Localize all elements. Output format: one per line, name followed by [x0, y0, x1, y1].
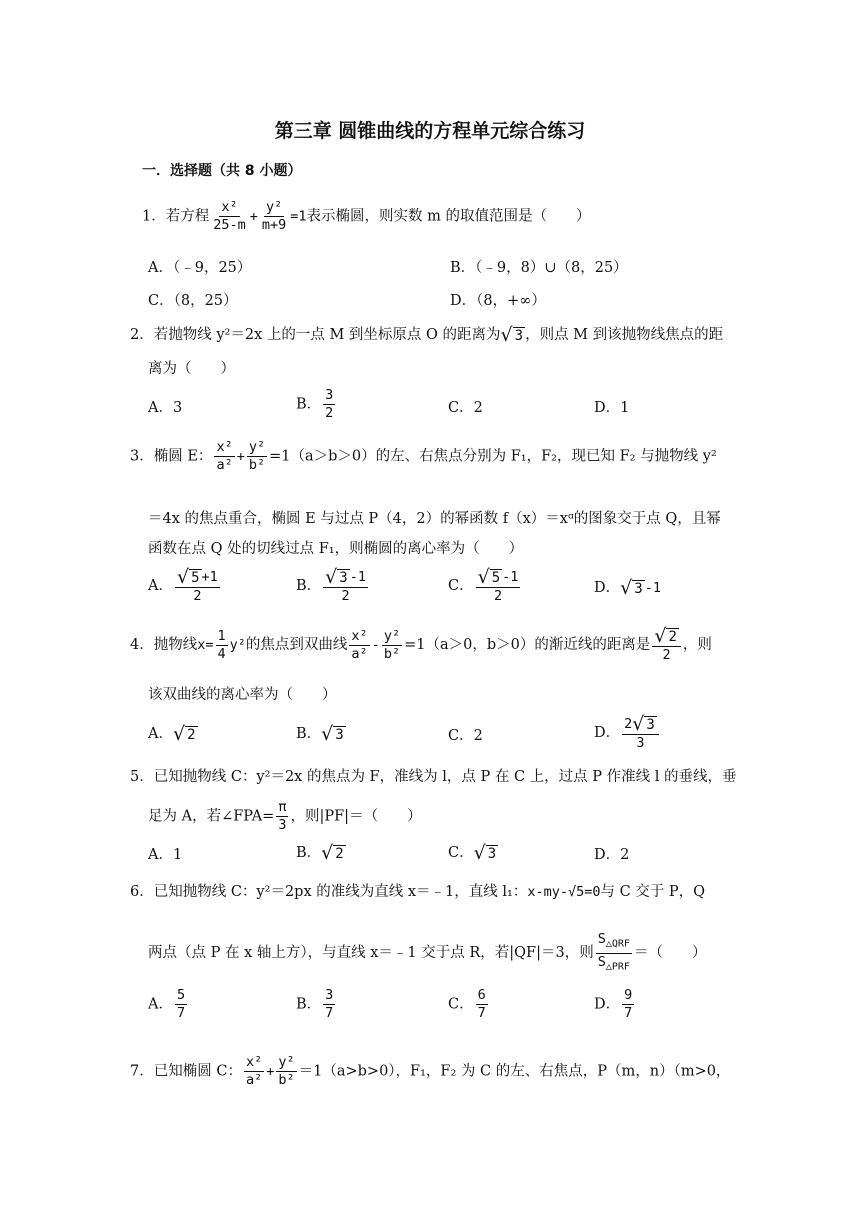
question-number: 7．: [130, 1063, 154, 1080]
fraction: √ 5 -1 2: [477, 566, 519, 604]
question-number: 1．: [142, 208, 166, 225]
option-a[interactable]: A． √ 2: [148, 723, 196, 745]
option-b[interactable]: B．（﹣9，8）∪（8，25）: [450, 260, 628, 276]
question-text: 若方程: [165, 208, 210, 225]
sqrt-expression: √ 3: [620, 577, 643, 599]
fraction: √ 2 2: [652, 627, 681, 663]
question-number: 4．: [130, 637, 154, 653]
fraction: [260, 200, 288, 233]
fraction: [211, 200, 248, 233]
question-text: 已知抛物线 C：y²＝2px 的准线为直线 x＝﹣1，直线 l₁：: [153, 884, 528, 900]
question-6: 6．已知抛物线 C：y²＝2px 的准线为直线 x＝﹣1，直线 l₁：x-my-√5=0与 C 交于 P，Q: [130, 884, 706, 900]
question-text: =1（a＞0，b＞0）的渐近线的距离是: [404, 637, 651, 653]
question-5: [130, 767, 737, 787]
sqrt-expression: √ 3: [500, 324, 524, 346]
option-d[interactable]: D． 2 √ 3 3: [594, 715, 661, 751]
question-text: 函数在点 Q 处的切线过点 F₁，则椭圆的离心率为（ ）: [148, 541, 524, 557]
question-text: ，则点 M 到该抛物线焦点的距: [525, 327, 724, 343]
fraction: $\frac{\text{x²}}{\text{a²}}$: [351, 627, 368, 662]
fraction: $\frac{\text{x²}}{\text{a²}}$: [245, 1054, 263, 1088]
option-a[interactable]: A． √ 5 +1 2: [148, 566, 218, 604]
fraction: √ 5 +1 2: [176, 566, 218, 604]
question-text: 足为 A，若∠FPA= $\frac{\pi}{3}$ ，则|PF|＝（ ）: [148, 799, 422, 833]
section-heading: 一．选择题（共 8 小题）: [142, 163, 302, 179]
question-text: 两点（点 P 在 x 轴上方），与直线 x＝﹣1 交于点 R，若|QF|＝3，则 $\frac{S_{\triangle QRF}}{S_{\triangle PRF}}$ ＝（ ）: [148, 931, 707, 973]
question-text: 表示椭圆，则实数 m 的取值范围是（ ）: [306, 208, 591, 225]
option-d[interactable]: D．2: [594, 847, 630, 863]
page-title: 第三章 圆锥曲线的方程单元综合练习: [274, 120, 586, 142]
numerator: y²: [265, 199, 283, 215]
question-2: [130, 325, 723, 345]
question-text: ＝1（a>b>0），F₁，F₂ 为 C 的左、右焦点，P（m，n）（m>0，: [298, 1063, 731, 1080]
question-text: 若抛物线 y²＝2x 上的一点 M 到坐标原点 O 的距离为: [153, 327, 501, 343]
question-text: 抛物线: [153, 637, 198, 653]
option-b[interactable]: B． $\frac{3}{2}$: [296, 387, 334, 421]
equals-one: =1: [290, 208, 307, 225]
question-text: 离为（ ）: [148, 361, 235, 377]
option-b[interactable]: B． √ 2: [296, 842, 344, 864]
plus-sign: +: [249, 208, 258, 225]
denominator: m+9: [261, 217, 287, 233]
option-a[interactable]: A．（﹣9，25）: [148, 260, 252, 276]
question-text: 椭圆 E：: [153, 448, 213, 465]
fraction: $\frac{\text{y²}}{\text{b²}}$: [383, 627, 401, 662]
question-number: 5．: [130, 769, 154, 785]
option-a[interactable]: A．1: [148, 847, 183, 863]
fraction: $\frac{1}{4}$: [217, 627, 226, 662]
option-b[interactable]: B． √ 3 -1 2: [296, 566, 366, 604]
option-c[interactable]: C． $\frac{6}{7}$: [448, 987, 486, 1021]
question-4: 4．抛物线x= $\frac{1}{4}$ y²的焦点到双曲线 $\frac{\text{x²}}{\text{a²}}$ - $\frac{\text{y²}}{\text{b²}}$ =1（a＞0，b＞0）的渐近线的距离是 √ 2 2 ，则: [130, 625, 712, 663]
fraction: $\frac{\text{y²}}{\text{b²}}$: [278, 1054, 295, 1088]
fraction: $\frac{S_{\triangle QRF}}{S_{\triangle PRF}}$: [597, 931, 630, 973]
question-text: 与 C 交于 P，Q: [600, 884, 706, 900]
option-d[interactable]: D． √ 3 -1: [594, 577, 661, 599]
question-text: 该双曲线的离心率为（ ）: [148, 687, 337, 703]
option-c[interactable]: C．（8，25）: [148, 293, 238, 309]
fraction: $\frac{\pi}{3}$: [278, 799, 287, 833]
option-c[interactable]: C． √ 3: [448, 842, 497, 864]
question-7: 7．已知椭圆 C： $\frac{\text{x²}}{\text{a²}}$ + $\frac{\text{y²}}{\text{b²}}$ ＝1（a>b>0），F₁，F₂ 为 C 的左、右焦点，P（m，n）（m>0，: [130, 1054, 731, 1088]
option-c[interactable]: C． √ 5 -1 2: [448, 566, 519, 604]
fraction: $\frac{\text{x²}}{\text{a²}}$: [216, 439, 233, 473]
option-c[interactable]: C．2: [448, 400, 483, 416]
question-text: 已知椭圆 C：: [153, 1063, 242, 1080]
option-d[interactable]: D．（8，+∞）: [450, 293, 546, 309]
question-text: =1（a＞b＞0）的左、右焦点分别为 F₁，F₂，现已知 F₂ 与抛物线 y²: [269, 448, 717, 465]
numerator: x²: [221, 199, 238, 215]
option-a[interactable]: A． $\frac{5}{7}$: [148, 987, 186, 1021]
denominator: 25-m: [213, 217, 246, 233]
question-text: 已知抛物线 C：y²＝2x 的焦点为 F，准线为 l，点 P 在 C 上，过点 P 作准线 l 的垂线，垂: [153, 769, 737, 785]
option-d[interactable]: D． $\frac{9}{7}$: [594, 987, 633, 1021]
option-b[interactable]: B． √ 3: [296, 723, 344, 745]
question-text: ＝4x 的焦点重合，椭圆 E 与过点 P（4，2）的幂函数 f（x）＝xᵅ的图象交于点 Q，且幂: [148, 511, 721, 527]
fraction: $\frac{\text{y²}}{\text{b²}}$: [248, 439, 266, 473]
option-d[interactable]: D．1: [594, 400, 630, 416]
option-c[interactable]: C．2: [448, 728, 483, 744]
question-1: [142, 200, 591, 233]
question-text: 的焦点到双曲线: [245, 637, 348, 653]
fraction: $\frac{3}{2}$: [325, 387, 334, 421]
question-number: 3．: [130, 448, 154, 465]
question-number: 2．: [130, 327, 154, 343]
fraction: √ 3 -1 2: [325, 566, 366, 604]
question-number: 6．: [130, 884, 154, 900]
option-b[interactable]: B． $\frac{3}{7}$: [296, 987, 334, 1021]
option-a[interactable]: A．3: [148, 400, 183, 416]
question-3: 3．椭圆 E： $\frac{\text{x²}}{\text{a²}}$ + $\frac{\text{y²}}{\text{b²}}$ =1（a＞b＞0）的左、右焦点分别为 F₁，F₂，现已知 F₂ 与抛物线 y²: [130, 439, 717, 473]
